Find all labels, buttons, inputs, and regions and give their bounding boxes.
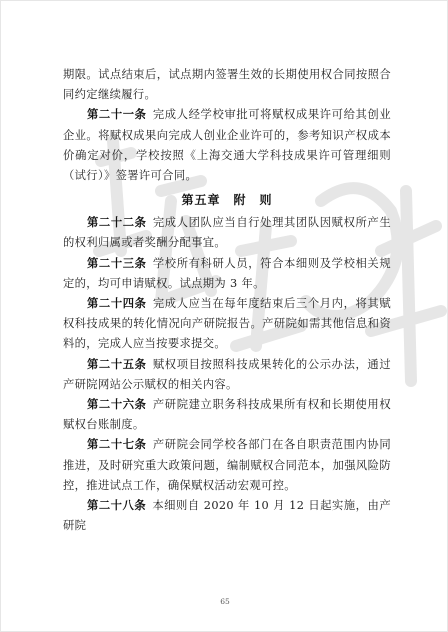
article-text: 完成人应当在每年度结束后三个月内，将其赋权科技成果的转化情况向产研院报告。产研院如需其他信息和资料的，完成人应当按要求提交。 [63, 297, 391, 351]
article-number: 第二十七条 [87, 438, 147, 452]
article-text: 完成人经学校审批可将赋权成果许可给其创业企业。将赋权成果向完成人创业企业许可的，参考知识产权成本价确定对价，学校按照《上海交通大学科技成果许可管理细则（试行）》签署许可合同。 [63, 108, 391, 183]
chapter-heading: 第五章 附 则 [181, 193, 273, 208]
article-number: 第二十四条 [87, 297, 147, 311]
article-text: 本细则自 2020 年 10 月 12 日起实施，由产研院 [63, 499, 391, 533]
article-27 [63, 435, 391, 496]
document-body [63, 65, 391, 536]
article-text: 赋权项目按照科技成果转化的公示办法，通过产研院网站公示赋权的相关内容。 [63, 357, 391, 391]
article-28 [63, 496, 391, 536]
article-21 [63, 105, 391, 186]
article-text: 产研院建立职务科技成果所有权和长期使用权赋权台账制度。 [63, 398, 391, 432]
article-number: 第二十六条 [87, 398, 147, 412]
article-number: 第二十一条 [87, 108, 147, 122]
article-24 [63, 294, 391, 355]
article-number: 第二十二条 [87, 216, 147, 230]
article-number: 第二十五条 [87, 357, 147, 371]
page-number: 65 [220, 597, 230, 606]
article-text: 产研院会同学校各部门在各自职责范围内协同推进，及时研究重大政策问题，编制赋权合同范本，加强风险防控，推进试点工作，确保赋权活动宏观可控。 [63, 438, 391, 492]
article-25 [63, 355, 391, 395]
article-number: 第二十三条 [87, 256, 147, 270]
continuation-paragraph: 期限。试点结束后，试点期内签署生效的长期使用权合同按照合同约定继续履行。 [63, 68, 391, 102]
article-22 [63, 213, 391, 253]
article-text: 完成人团队应当自行处理其团队因赋权所产生的权利归属或者奖酬分配事宜。 [63, 216, 391, 250]
article-23 [63, 254, 391, 294]
article-text: 学校所有科研人员，符合本细则及学校相关规定的，均可申请赋权。试点期为 3 年。 [63, 256, 391, 290]
article-number: 第二十八条 [87, 499, 147, 513]
article-26 [63, 395, 391, 435]
